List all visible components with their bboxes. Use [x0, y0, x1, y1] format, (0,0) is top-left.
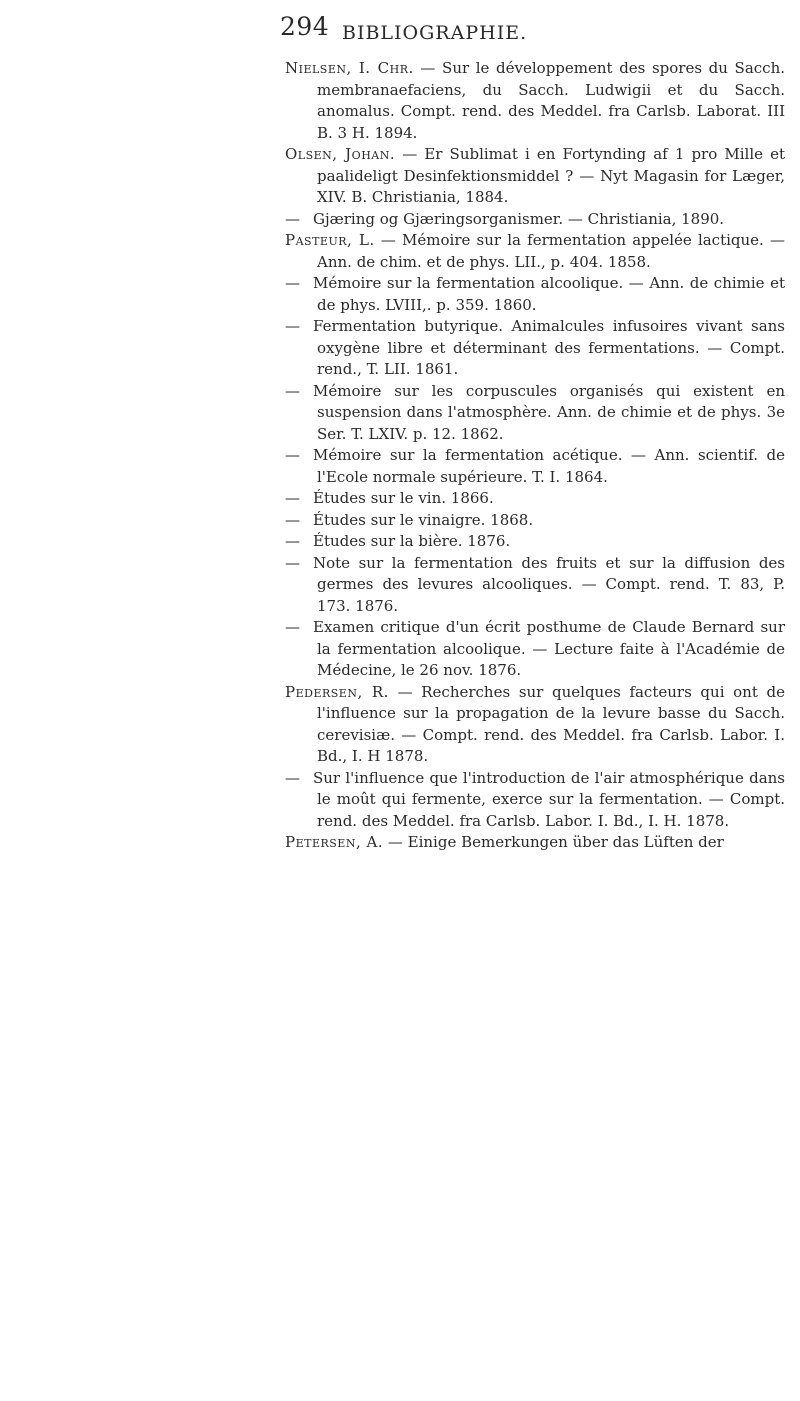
ditto-dash: — — [285, 446, 300, 464]
entry-text: Mémoire sur la fermentation acétique. — Ann. scientif. de l'Ecole normale supérieure. T. I. 1864. — [313, 446, 785, 486]
entry-text: — Mémoire sur la fermentation appelée lactique. — Ann. de chim. et de phys. LII., p. 404. 1858. — [317, 231, 785, 271]
entry-text: — Recherches sur quelques facteurs qui ont de l'influence sur la propagation de la levure basse du Sacch. cerevisiæ. — Compt. rend. des Meddel. fra Carlsb. Labor. I. Bd., I. H 1878. — [317, 682, 785, 765]
bibliography-entry — [285, 58, 785, 144]
ditto-dash: — — [285, 489, 300, 507]
page-number: 294 — [280, 12, 330, 41]
entry-text: — Sur le développement des spores du Sacch. membranaefaciens, du Sacch. Ludwigii et du Sacch. anomalus. Compt. rend. des Meddel. fra Carlsb. Laborat. III B. 3 H. 1894. — [317, 59, 785, 142]
bibliography-entry — [285, 531, 785, 553]
entry-text: Fermentation butyrique. Animalcules infusoires vivant sans oxygène libre et déterminant des fermentations. — Compt. rend., T. LII. 1861. — [313, 317, 785, 378]
entry-text: Note sur la fermentation des fruits et sur la diffusion des germes des levures alcooliques. — Compt. rend. T. 83, P. 173. 1876. — [313, 553, 785, 615]
entry-text: Examen critique d'un écrit posthume de Claude Bernard sur la fermentation alcoolique. — Lecture faite à l'Académie de Médecine, le 26 nov. 1876. — [313, 618, 785, 679]
entry-text: — Er Sublimat i en Fortynding af 1 pro Mille et paalideligt Desinfektionsmiddel ? — Nyt Magasin for Læger, XIV. B. Christiania, 1884. — [317, 145, 785, 206]
entry-author: Olsen, Johan. — [285, 145, 396, 163]
ditto-dash: — — [285, 274, 300, 292]
bibliography-entry — [285, 144, 785, 209]
bibliography-entry — [285, 832, 785, 854]
bibliography-list — [285, 58, 785, 854]
bibliography-entry — [285, 553, 785, 618]
ditto-dash: — — [285, 532, 300, 550]
ditto-dash: — — [285, 381, 300, 400]
ditto-dash: — — [285, 317, 300, 335]
bibliography-entry — [285, 381, 785, 446]
entry-author: Pasteur, L. — [285, 231, 375, 249]
ditto-dash: — — [285, 618, 300, 636]
ditto-dash: — — [285, 209, 300, 228]
entry-text: Sur l'influence que l'introduction de l'air atmosphérique dans le moût qui fermente, exerce sur la fermentation. — Compt. rend. des Meddel. fra Carlsb. Labor. I. Bd., I. H. 1878. — [313, 768, 785, 830]
entry-text: Mémoire sur la fermentation alcoolique. — Ann. de chimie et de phys. LVIII,. p. 359. 1860. — [313, 274, 785, 314]
entry-author: Pedersen, R. — [285, 682, 389, 701]
bibliography-entry — [285, 510, 785, 532]
entry-author: Petersen, A. — [285, 833, 384, 851]
bibliography-entry — [285, 682, 785, 768]
entry-text: Études sur le vin. 1866. — [313, 489, 494, 507]
entry-text: — Einige Bemerkungen über das Lüften der — [383, 833, 724, 851]
ditto-dash: — — [285, 768, 300, 787]
bibliography-entry — [285, 445, 785, 488]
entry-text: Gjæring og Gjæringsorganismer. — Christiania, 1890. — [313, 209, 725, 228]
bibliography-entry — [285, 209, 785, 231]
entry-text: Études sur la bière. 1876. — [313, 532, 511, 550]
running-title: BIBLIOGRAPHIE. — [342, 22, 528, 44]
entry-author: Nielsen, I. Chr. — [285, 59, 414, 77]
bibliography-entry — [285, 488, 785, 510]
bibliography-entry — [285, 273, 785, 316]
ditto-dash: — — [285, 553, 300, 572]
bibliography-entry — [285, 230, 785, 273]
entry-text: Études sur le vinaigre. 1868. — [313, 510, 534, 529]
bibliography-entry — [285, 316, 785, 381]
bibliography-entry — [285, 768, 785, 833]
entry-text: Mémoire sur les corpuscules organisés qui existent en suspension dans l'atmosphère. Ann. de chimie et de phys. 3e Ser. T. LXIV. p. 12. 1862. — [313, 381, 785, 443]
bibliography-entry — [285, 617, 785, 682]
ditto-dash: — — [285, 510, 300, 529]
